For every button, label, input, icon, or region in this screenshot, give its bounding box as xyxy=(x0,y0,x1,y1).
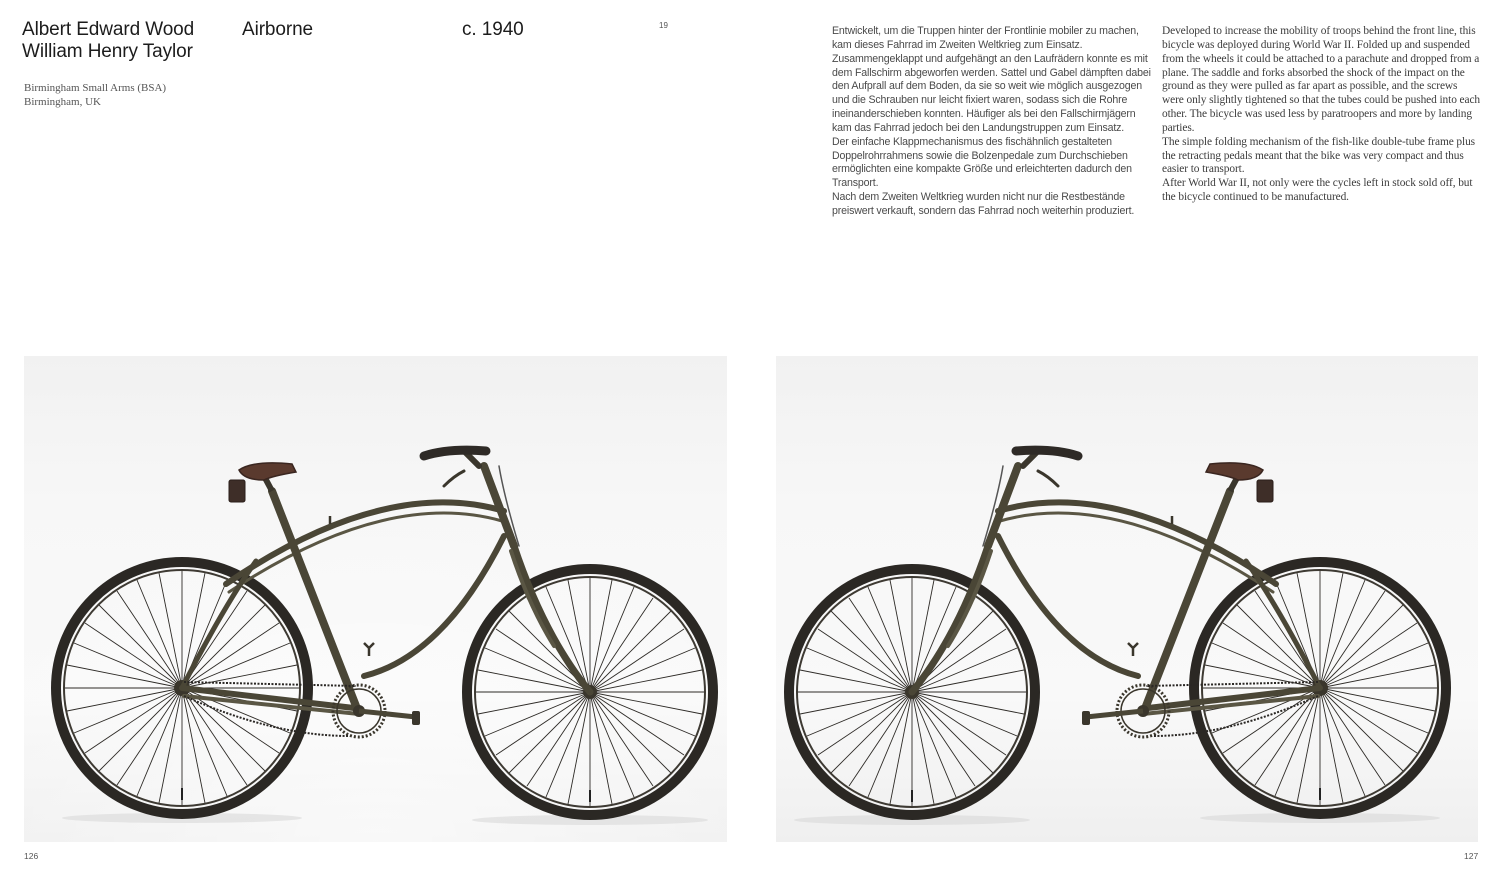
description-german-paragraph: Entwickelt, um die Truppen hinter der Frontlinie mobiler zu machen, kam dieses Fahrrad im Zweiten Weltkrieg zum Einsatz. Zusammengeklappt und aufgehängt an den Laufrädern konnte es mit dem Fallschirm abgeworfen werden. Sattel und Gabel dämpften dabei den Aufprall auf dem Boden, da sie so weit wie möglich ausgezogen und die Schrauben nur leicht fixiert waren, sodass sich die Rohre ineinanderschieben konnten. Häufiger als bei den Fallschirmjägern kam das Fahrrad jedoch bei den Landungstruppen zum Einsatz. xyxy=(832,25,1151,134)
description-german xyxy=(832,25,1152,219)
description-english-paragraph: The simple folding mechanism of the fish-like double-tube frame plus the retracting pedals meant that the bike was very compact and thus easier to transport. xyxy=(1162,135,1476,176)
description-english xyxy=(1162,25,1480,205)
description-english-paragraph: Developed to increase the mobility of troops behind the front line, this bicycle was deployed during World War II. Folded up and suspended from the wheels it could be attached to a parachute and dropped from a plane. The saddle and forks absorbed the shock of the impact on the ground as they were pulled as far apart as possible, and the screws were only slightly tightened so that the tubes could be pushed into each other. The bicycle was used less by paratroopers and more by landing parties. xyxy=(1162,25,1480,134)
bicycle-photo-right xyxy=(776,356,1478,842)
section-number: 19 xyxy=(659,21,668,30)
object-date: c. 1940 xyxy=(462,19,524,40)
object-title: Airborne xyxy=(242,19,314,40)
description-german-paragraph: Der einfache Klappmechanismus des fischähnlich gestalteten Doppelrohrrahmens sowie die Bolzenpedale zum Durchschieben ermöglichten eine kompakte Größe und erleichterten dadurch den Transport. xyxy=(832,135,1132,190)
designer-name-2: William Henry Taylor xyxy=(22,41,193,62)
bicycle-photo-left xyxy=(24,356,727,842)
page-number-right: 127 xyxy=(1464,851,1479,861)
manufacturer-location: Birmingham, UK xyxy=(24,96,101,108)
designer-name-1: Albert Edward Wood xyxy=(22,19,195,40)
bicycle-illustration-right-side xyxy=(24,356,727,842)
description-english-paragraph: After World War II, not only were the cycles left in stock sold off, but the bicycle continued to be manufactured. xyxy=(1162,177,1473,204)
manufacturer: Birmingham Small Arms (BSA) xyxy=(24,82,167,94)
description-german-paragraph: Nach dem Zweiten Weltkrieg wurden nicht nur die Restbestände preiswert verkauft, sondern das Fahrrad noch weiterhin produziert. xyxy=(832,191,1135,217)
bicycle-illustration-left-side xyxy=(776,356,1478,842)
page-number-left: 126 xyxy=(24,851,39,861)
